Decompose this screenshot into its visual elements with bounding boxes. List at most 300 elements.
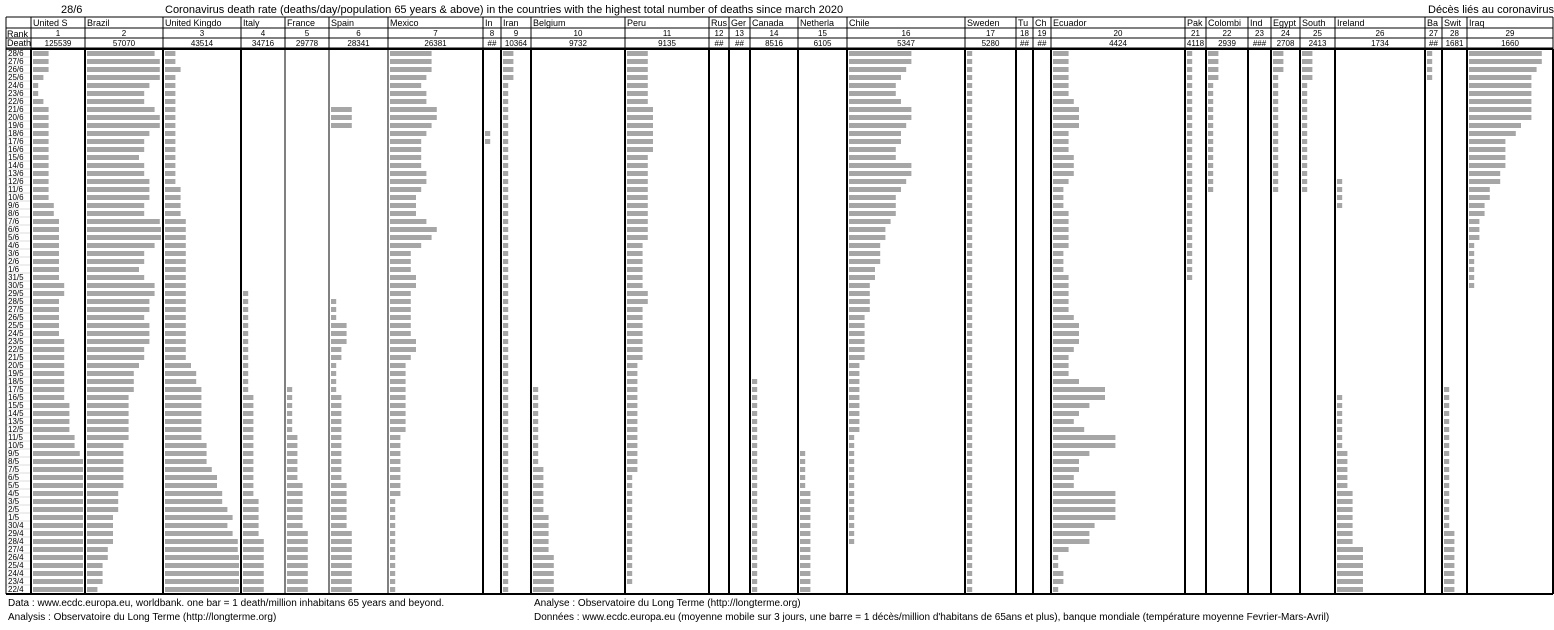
bar bbox=[1337, 459, 1347, 464]
bar bbox=[1444, 475, 1449, 480]
bar bbox=[243, 507, 259, 512]
bar bbox=[1469, 171, 1500, 176]
bar bbox=[967, 587, 972, 592]
country-name: Belgium bbox=[533, 18, 566, 28]
bar bbox=[87, 307, 149, 312]
date-label: 2/5 bbox=[8, 505, 20, 514]
bar bbox=[33, 187, 49, 192]
bar bbox=[87, 67, 160, 72]
country-name: France bbox=[287, 18, 316, 28]
bar bbox=[752, 475, 757, 480]
bar bbox=[390, 59, 432, 64]
date-label: 16/5 bbox=[8, 393, 24, 402]
bar bbox=[33, 291, 64, 296]
bar bbox=[1444, 563, 1454, 568]
bar bbox=[849, 51, 911, 56]
bar bbox=[165, 499, 222, 504]
bar bbox=[849, 403, 859, 408]
bar bbox=[165, 571, 239, 576]
bar bbox=[243, 427, 253, 432]
bar bbox=[627, 259, 643, 264]
bar bbox=[503, 123, 508, 128]
bar bbox=[752, 531, 757, 536]
bar bbox=[627, 475, 632, 480]
date-label: 22/5 bbox=[8, 345, 24, 354]
bar bbox=[33, 75, 43, 80]
bar bbox=[849, 483, 854, 488]
bar bbox=[627, 59, 648, 64]
bar bbox=[331, 499, 347, 504]
bar bbox=[1208, 59, 1218, 64]
bar bbox=[1273, 83, 1278, 88]
bar bbox=[390, 371, 406, 376]
bar bbox=[967, 115, 972, 120]
bar bbox=[1208, 147, 1213, 152]
bar bbox=[752, 483, 757, 488]
bar bbox=[627, 483, 632, 488]
bar bbox=[1273, 139, 1278, 144]
bar bbox=[1053, 67, 1069, 72]
bar bbox=[33, 475, 83, 480]
bar bbox=[331, 483, 347, 488]
country-deaths: 2413 bbox=[1308, 39, 1327, 48]
date-label: 11/6 bbox=[8, 185, 23, 194]
bar bbox=[1337, 579, 1363, 584]
bar bbox=[503, 315, 508, 320]
bar bbox=[533, 411, 538, 416]
date-label: 6/5 bbox=[8, 473, 20, 482]
country-deaths: 9135 bbox=[658, 39, 676, 48]
bar bbox=[1337, 523, 1353, 528]
bar bbox=[967, 171, 972, 176]
bar bbox=[165, 235, 186, 240]
bar bbox=[503, 171, 508, 176]
country-name: Iran bbox=[503, 18, 519, 28]
bar bbox=[287, 587, 308, 592]
bar bbox=[503, 275, 508, 280]
bar bbox=[627, 91, 648, 96]
bar bbox=[1469, 147, 1505, 152]
bar bbox=[849, 139, 901, 144]
bar bbox=[849, 355, 865, 360]
date-label: 25/4 bbox=[8, 561, 24, 570]
bar bbox=[33, 307, 59, 312]
bar bbox=[1469, 91, 1531, 96]
bar bbox=[87, 571, 103, 576]
bar bbox=[849, 171, 911, 176]
bar bbox=[33, 131, 49, 136]
bar bbox=[533, 483, 543, 488]
bar bbox=[331, 379, 336, 384]
bar bbox=[1208, 75, 1218, 80]
bar bbox=[390, 539, 395, 544]
bar bbox=[503, 459, 508, 464]
bar bbox=[533, 531, 549, 536]
country-deaths: 34716 bbox=[251, 39, 275, 48]
country-name: Ba bbox=[1427, 18, 1439, 28]
bar bbox=[1053, 147, 1069, 152]
bar bbox=[390, 179, 426, 184]
bar bbox=[331, 419, 341, 424]
bar bbox=[33, 363, 64, 368]
country-rank: 18 bbox=[1020, 29, 1029, 38]
bar bbox=[331, 579, 352, 584]
date-label: 9/5 bbox=[8, 449, 20, 458]
bar bbox=[1273, 99, 1278, 104]
bar bbox=[1053, 347, 1074, 352]
bar bbox=[165, 163, 175, 168]
bar bbox=[503, 347, 508, 352]
date-label: 7/6 bbox=[8, 217, 20, 226]
bar bbox=[503, 579, 508, 584]
bar bbox=[165, 195, 181, 200]
bar bbox=[849, 347, 865, 352]
bar bbox=[1053, 259, 1063, 264]
bar bbox=[1187, 251, 1192, 256]
bar bbox=[87, 75, 160, 80]
bar bbox=[1302, 123, 1307, 128]
bar bbox=[1302, 131, 1307, 136]
bar bbox=[967, 395, 972, 400]
bar bbox=[87, 195, 149, 200]
bar bbox=[1302, 51, 1312, 56]
bar bbox=[1053, 419, 1074, 424]
bar bbox=[1208, 115, 1213, 120]
bar bbox=[533, 507, 543, 512]
bar bbox=[849, 83, 896, 88]
bar bbox=[503, 131, 508, 136]
bar bbox=[1273, 75, 1278, 80]
date-label: 4/5 bbox=[8, 489, 20, 498]
bar bbox=[33, 323, 59, 328]
bar bbox=[165, 147, 175, 152]
bar bbox=[33, 523, 83, 528]
bar bbox=[503, 51, 513, 56]
bar bbox=[849, 235, 885, 240]
bar bbox=[165, 307, 186, 312]
bar bbox=[1053, 299, 1069, 304]
bar bbox=[87, 123, 160, 128]
bar bbox=[800, 523, 810, 528]
bar bbox=[627, 451, 637, 456]
date-label: 8/6 bbox=[8, 209, 20, 218]
bar bbox=[503, 259, 508, 264]
bar bbox=[800, 515, 810, 520]
bar bbox=[533, 427, 538, 432]
bar bbox=[1208, 131, 1213, 136]
bar bbox=[1444, 547, 1454, 552]
bar bbox=[243, 547, 264, 552]
date-label: 10/5 bbox=[8, 441, 24, 450]
bar bbox=[533, 459, 538, 464]
bar bbox=[165, 187, 181, 192]
bar bbox=[287, 579, 308, 584]
date-label: 9/6 bbox=[8, 201, 20, 210]
bar bbox=[390, 187, 421, 192]
bar bbox=[331, 115, 352, 120]
bar bbox=[627, 203, 648, 208]
bar bbox=[87, 99, 144, 104]
bar bbox=[627, 107, 653, 112]
bar bbox=[849, 291, 870, 296]
date-label: 23/5 bbox=[8, 337, 24, 346]
bar bbox=[331, 587, 352, 592]
chart-title: Coronavirus death rate (deaths/day/population 65 years & above) in the countries with the highest total number of deaths since march 2020 bbox=[165, 4, 844, 16]
bar bbox=[87, 387, 134, 392]
bar bbox=[627, 51, 648, 56]
bar bbox=[849, 323, 865, 328]
bar bbox=[533, 523, 549, 528]
date-label: 20/5 bbox=[8, 361, 24, 370]
bar bbox=[849, 387, 859, 392]
bar bbox=[849, 75, 901, 80]
bar bbox=[849, 267, 875, 272]
bar bbox=[1187, 131, 1192, 136]
bar bbox=[849, 459, 854, 464]
bar bbox=[503, 427, 508, 432]
bar bbox=[287, 491, 303, 496]
bar bbox=[1302, 75, 1312, 80]
bar bbox=[243, 435, 253, 440]
country-rank: 2 bbox=[121, 29, 127, 38]
bar bbox=[165, 155, 175, 160]
bar bbox=[1444, 459, 1449, 464]
bar bbox=[849, 531, 854, 536]
bar bbox=[243, 443, 253, 448]
bar bbox=[87, 83, 149, 88]
bar bbox=[87, 451, 123, 456]
bar bbox=[1302, 99, 1307, 104]
bar bbox=[1053, 491, 1115, 496]
date-label: 25/6 bbox=[8, 73, 24, 82]
bar bbox=[627, 379, 637, 384]
bar bbox=[1469, 131, 1516, 136]
bar bbox=[165, 427, 201, 432]
bar bbox=[165, 491, 222, 496]
bar bbox=[503, 83, 508, 88]
bar bbox=[243, 331, 248, 336]
bar bbox=[503, 243, 508, 248]
bar bbox=[627, 235, 648, 240]
bar bbox=[1187, 123, 1192, 128]
date-label: 27/5 bbox=[8, 305, 24, 314]
bar bbox=[331, 355, 341, 360]
country-deaths: ## bbox=[714, 39, 724, 48]
bar bbox=[1444, 555, 1454, 560]
bar bbox=[33, 515, 83, 520]
bar bbox=[87, 411, 129, 416]
bar bbox=[87, 315, 144, 320]
bar bbox=[87, 499, 118, 504]
date-label: 13/5 bbox=[8, 417, 24, 426]
bar bbox=[1337, 555, 1363, 560]
bar bbox=[1427, 59, 1432, 64]
bar bbox=[33, 355, 64, 360]
bar bbox=[627, 531, 632, 536]
bar bbox=[331, 467, 341, 472]
country-name: Brazil bbox=[87, 18, 110, 28]
bar bbox=[87, 371, 134, 376]
date-label: 3/5 bbox=[8, 497, 20, 506]
bar bbox=[33, 547, 83, 552]
bar bbox=[87, 363, 139, 368]
bar bbox=[390, 147, 421, 152]
country-rank: 15 bbox=[818, 29, 827, 38]
country-deaths: ## bbox=[487, 39, 497, 48]
bar bbox=[1273, 131, 1278, 136]
date-label: 24/5 bbox=[8, 329, 24, 338]
bar bbox=[87, 59, 160, 64]
date-label: 29/5 bbox=[8, 289, 24, 298]
bar bbox=[33, 147, 49, 152]
bar bbox=[1337, 467, 1347, 472]
bar bbox=[503, 75, 513, 80]
footer-analysis-en: Analysis : Observatoire du Long Terme (http://longterme.org) bbox=[8, 612, 277, 623]
bar bbox=[165, 219, 186, 224]
bar bbox=[503, 379, 508, 384]
bar bbox=[87, 275, 144, 280]
bar bbox=[533, 403, 538, 408]
bar bbox=[967, 195, 972, 200]
bar bbox=[87, 547, 108, 552]
bar bbox=[390, 555, 395, 560]
bar bbox=[165, 211, 181, 216]
bar bbox=[390, 347, 416, 352]
bar bbox=[33, 107, 49, 112]
bar bbox=[1337, 571, 1363, 576]
bar bbox=[87, 579, 103, 584]
bar bbox=[165, 139, 175, 144]
bar bbox=[287, 499, 303, 504]
bar bbox=[503, 251, 508, 256]
bar bbox=[243, 339, 248, 344]
bar bbox=[627, 83, 648, 88]
bar bbox=[1053, 523, 1095, 528]
bar bbox=[165, 451, 207, 456]
bar bbox=[503, 451, 508, 456]
bar bbox=[1444, 387, 1449, 392]
bar bbox=[967, 323, 972, 328]
bar bbox=[503, 523, 508, 528]
bar bbox=[33, 499, 83, 504]
bar bbox=[1053, 195, 1063, 200]
bar bbox=[752, 459, 757, 464]
bar bbox=[33, 339, 64, 344]
country-deaths: 1660 bbox=[1501, 39, 1519, 48]
bar bbox=[390, 259, 411, 264]
bar bbox=[243, 475, 253, 480]
bar bbox=[1302, 155, 1307, 160]
row-label-deaths: Death bbox=[7, 38, 32, 48]
bar bbox=[165, 419, 201, 424]
bar bbox=[1053, 51, 1069, 56]
bar bbox=[33, 531, 83, 536]
bar bbox=[503, 507, 508, 512]
bar bbox=[390, 443, 400, 448]
bar bbox=[752, 435, 757, 440]
bar bbox=[87, 539, 113, 544]
bar bbox=[331, 299, 336, 304]
bar bbox=[87, 475, 123, 480]
bar bbox=[1444, 571, 1454, 576]
bar bbox=[849, 395, 859, 400]
bar bbox=[503, 355, 508, 360]
bar bbox=[627, 571, 632, 576]
bar bbox=[849, 499, 854, 504]
country-rank: 24 bbox=[1281, 29, 1290, 38]
bar bbox=[533, 579, 554, 584]
date-label: 22/6 bbox=[8, 97, 24, 106]
bar bbox=[287, 475, 297, 480]
chart-title-french: Décès liés au coronavirus bbox=[1428, 4, 1554, 16]
bar bbox=[967, 251, 972, 256]
bar bbox=[849, 275, 875, 280]
bar bbox=[849, 419, 859, 424]
bar bbox=[243, 291, 248, 296]
country-name: Sweden bbox=[967, 18, 1000, 28]
bar bbox=[390, 523, 395, 528]
bar bbox=[287, 547, 308, 552]
bar bbox=[390, 507, 395, 512]
bar bbox=[967, 427, 972, 432]
bar bbox=[87, 435, 129, 440]
bar bbox=[33, 163, 49, 168]
bar bbox=[1053, 435, 1115, 440]
bar bbox=[1469, 243, 1474, 248]
date-label: 23/4 bbox=[8, 577, 24, 586]
bar bbox=[390, 579, 395, 584]
bar bbox=[390, 227, 437, 232]
bar bbox=[331, 459, 341, 464]
country-deaths: ## bbox=[1429, 39, 1438, 48]
country-name: Ger bbox=[731, 18, 747, 28]
bar bbox=[87, 347, 144, 352]
bar bbox=[752, 507, 757, 512]
bar bbox=[1187, 179, 1192, 184]
country-deaths: 5347 bbox=[897, 39, 915, 48]
bar bbox=[1302, 179, 1307, 184]
bar bbox=[1273, 67, 1283, 72]
bar bbox=[849, 315, 865, 320]
bar bbox=[800, 587, 810, 592]
country-name: United S bbox=[33, 18, 68, 28]
bar bbox=[331, 331, 347, 336]
bar bbox=[390, 211, 416, 216]
bar bbox=[390, 243, 421, 248]
bar bbox=[1053, 387, 1105, 392]
bar bbox=[1469, 67, 1537, 72]
bar bbox=[87, 467, 123, 472]
bar bbox=[1053, 451, 1089, 456]
bar bbox=[33, 419, 69, 424]
bar bbox=[1337, 475, 1347, 480]
bar bbox=[1444, 435, 1449, 440]
bar bbox=[627, 283, 643, 288]
bar bbox=[503, 555, 508, 560]
bar bbox=[800, 563, 810, 568]
country-name: Mexico bbox=[390, 18, 419, 28]
date-label: 1/5 bbox=[8, 513, 20, 522]
bar bbox=[627, 563, 632, 568]
country-deaths: 8516 bbox=[765, 39, 783, 48]
bar bbox=[287, 571, 308, 576]
country-rank: 23 bbox=[1255, 29, 1264, 38]
bar bbox=[33, 427, 69, 432]
bar bbox=[503, 59, 513, 64]
bar bbox=[967, 451, 972, 456]
bar bbox=[503, 467, 508, 472]
bar bbox=[1187, 163, 1192, 168]
